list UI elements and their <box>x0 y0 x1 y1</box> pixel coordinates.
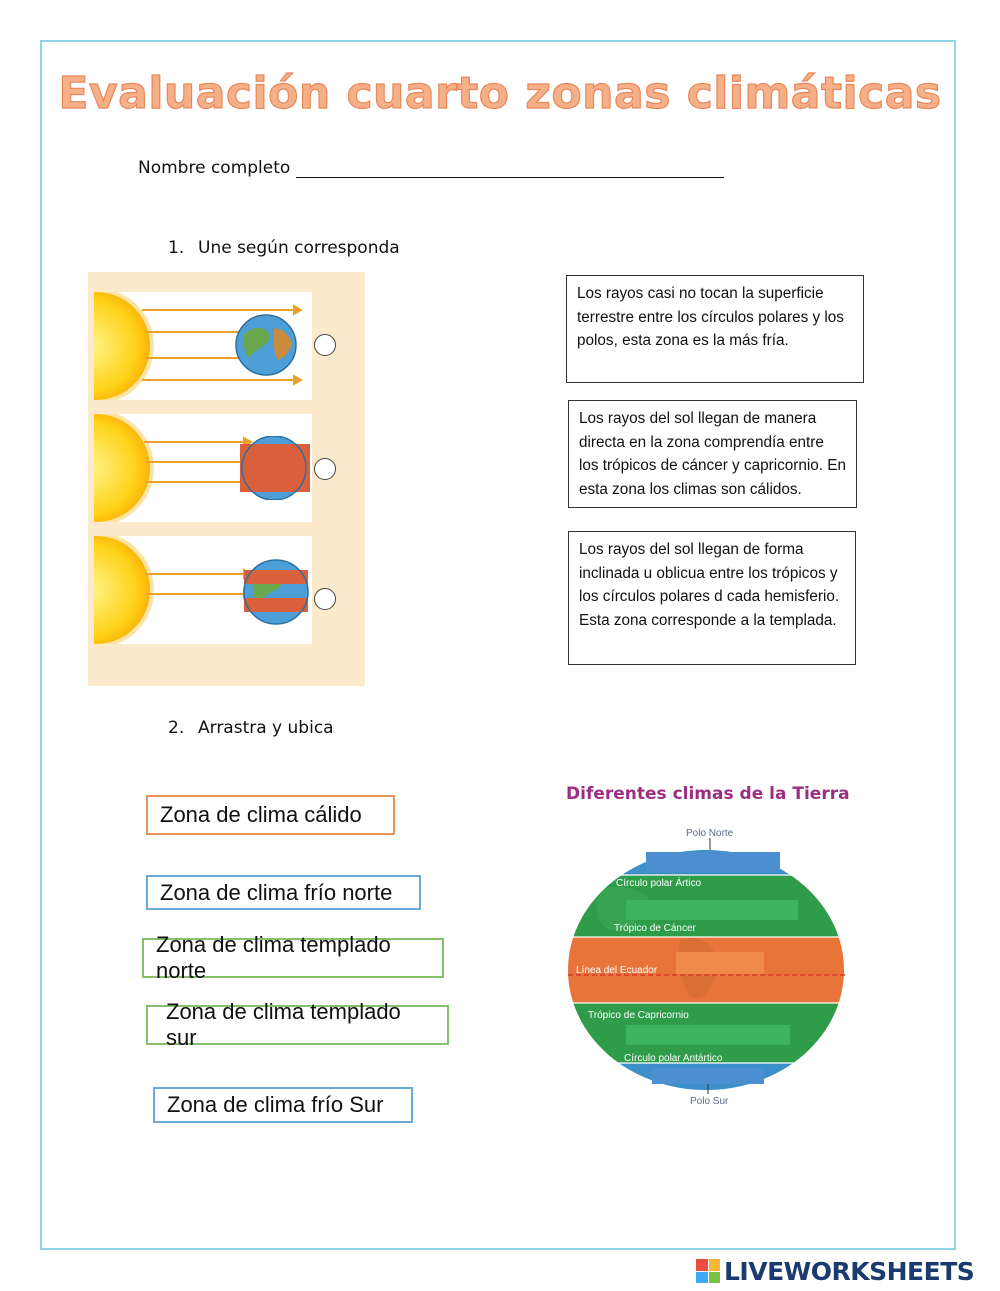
illustration-polar-rays <box>94 292 312 400</box>
question-2-heading <box>168 718 334 738</box>
map-label-equator: Línea del Ecuador <box>576 965 658 976</box>
illustration-oblique-rays <box>94 536 312 644</box>
worksheet-title: Evaluación cuarto zonas climáticas <box>58 68 942 119</box>
draggable-label-temperate-north[interactable]: Zona de clima templado norte <box>142 938 444 978</box>
draggable-label-warm[interactable]: Zona de clima cálido <box>146 795 395 835</box>
drop-zone-cold-north[interactable] <box>646 852 780 872</box>
description-box-3[interactable] <box>568 531 856 665</box>
logo-square-4 <box>709 1272 721 1284</box>
map-label-tropic-capricorn: Trópico de Capricornio <box>588 1010 689 1021</box>
description-text-2: Los rayos del sol llegan de manera directa en la zona comprendía entre los trópicos de cáncer y capricornio. En esta zona los climas son cálidos. <box>579 410 846 498</box>
description-text-3: Los rayos del sol llegan de forma inclinada u oblicua entre los trópicos y los círculos polares d cada hemisferio. Esta zona corresponde a la templada. <box>579 541 840 629</box>
map-label-north-pole: Polo Norte <box>686 828 734 839</box>
draggable-label-cold-south[interactable]: Zona de clima frío Sur <box>153 1087 413 1123</box>
question-2-number: 2. <box>168 718 185 738</box>
liveworksheets-logo-icon <box>696 1259 720 1283</box>
description-text-1: Los rayos casi no tocan la superficie terrestre entre los círculos polares y los polos, esta zona es la más fría. <box>577 285 844 349</box>
draggable-label-temperate-south[interactable]: Zona de clima templado sur <box>146 1005 449 1045</box>
liveworksheets-brand[interactable] <box>696 1256 974 1286</box>
name-label: Nombre completo <box>138 158 291 178</box>
brand-name: LIVEWORKSHEETS <box>724 1256 975 1286</box>
question-1-number: 1. <box>168 238 185 258</box>
illustration-direct-rays <box>94 414 312 522</box>
drop-zone-temperate-north[interactable] <box>626 900 798 920</box>
name-field-row <box>138 158 724 178</box>
map-label-arctic-circle: Círculo polar Ártico <box>616 878 702 889</box>
map-title: Diferentes climas de la Tierra <box>566 784 850 804</box>
question-2-text: Arrastra y ubica <box>198 718 334 738</box>
climate-map <box>560 820 860 1110</box>
question-1-text: Une según corresponda <box>198 238 400 258</box>
logo-square-2 <box>709 1259 721 1271</box>
match-dot-1[interactable] <box>314 334 336 356</box>
logo-square-1 <box>696 1259 708 1271</box>
match-dot-3[interactable] <box>314 588 336 610</box>
map-label-south-pole: Polo Sur <box>690 1096 729 1107</box>
description-box-2[interactable] <box>568 400 857 508</box>
drop-zone-temperate-south[interactable] <box>626 1025 790 1045</box>
drop-zone-warm[interactable] <box>676 952 764 974</box>
question-1-heading <box>168 238 400 258</box>
map-label-antarctic-circle: Círculo polar Antártico <box>624 1053 723 1064</box>
name-input-line[interactable] <box>296 161 724 178</box>
logo-square-3 <box>696 1272 708 1284</box>
description-box-1[interactable] <box>566 275 864 383</box>
map-label-tropic-cancer: Trópico de Cáncer <box>614 923 696 934</box>
drop-zone-cold-south[interactable] <box>652 1068 764 1084</box>
match-dot-2[interactable] <box>314 458 336 480</box>
draggable-label-cold-north[interactable]: Zona de clima frío norte <box>146 875 421 910</box>
